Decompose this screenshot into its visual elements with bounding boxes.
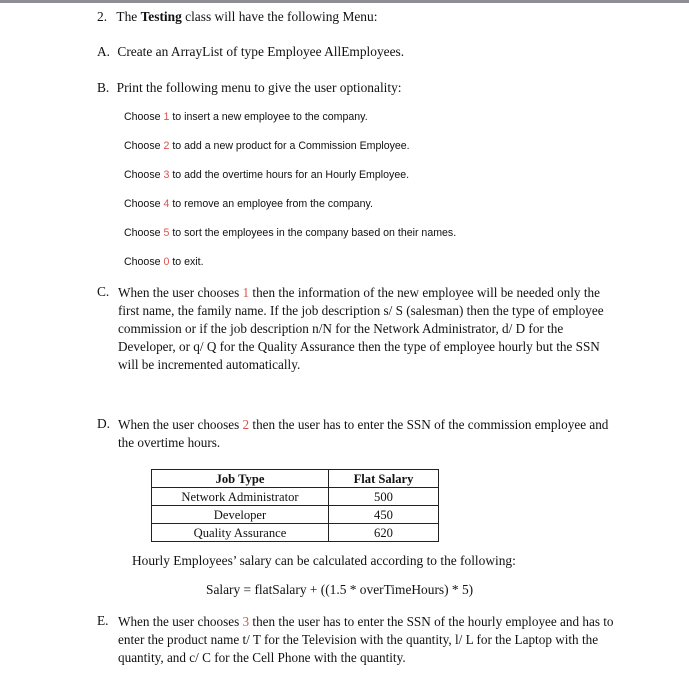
column-header-job-type: Job Type	[152, 470, 329, 488]
flat-salary-table	[151, 469, 439, 542]
menu-item	[124, 111, 368, 123]
item-e-paragraph	[118, 613, 614, 667]
menu-item-pre: Choose	[124, 227, 161, 239]
menu-item-text: to sort the employees in the company based on their names.	[172, 227, 457, 239]
item-b-letter: B.	[97, 80, 110, 95]
menu-item-number: 3	[163, 169, 170, 181]
menu-item-pre: Choose	[124, 169, 161, 181]
table-row	[152, 524, 439, 542]
menu-item	[124, 227, 456, 239]
flat-salary-cell: 500	[329, 488, 439, 506]
item-c-paragraph	[118, 284, 614, 374]
item-a-text: Create an ArrayList of type Employee AllEmployees.	[117, 44, 405, 59]
menu-item	[124, 169, 409, 181]
item-c-letter: C.	[97, 284, 110, 299]
menu-item-text: to remove an employee from the company.	[172, 198, 373, 210]
flat-salary-cell: 450	[329, 506, 439, 524]
item-c-text: then the information of the new employee will be needed only the first name, the family name. If the job description s/ S (salesman) then the type of employee commission or if the job description n/N for the Network Administrator, d/ D for the Developer, or q/ Q for the Quality Assurance then the type of employee hourly but the SSN will be incremented automatically.	[118, 285, 604, 372]
item-e-text: then the user has to enter the SSN of the hourly employee and has to enter the product name t/ T for the Television with the quantity, l/ L for the Laptop with the quantity, and c/ C for the Cell Phone with the quantity.	[118, 614, 614, 665]
menu-item-pre: Choose	[124, 198, 161, 210]
job-type-cell: Developer	[152, 506, 329, 524]
job-type-cell: Network Administrator	[152, 488, 329, 506]
menu-item-number: 1	[163, 111, 170, 123]
menu-item-number: 5	[163, 227, 170, 239]
item-a-letter: A.	[97, 44, 111, 59]
table-row	[152, 488, 439, 506]
question-number: 2.	[97, 9, 108, 24]
testing-class-name: Testing	[140, 9, 182, 24]
column-header-flat-salary: Flat Salary	[329, 470, 439, 488]
item-e-letter: E.	[97, 613, 109, 628]
question-heading	[97, 9, 377, 25]
item-e-number: 3	[242, 614, 250, 629]
menu-item-text: to add the overtime hours for an Hourly Employee.	[172, 169, 410, 181]
item-b-text: Print the following menu to give the user optionality:	[116, 80, 402, 95]
menu-item-number: 4	[163, 198, 170, 210]
table-header-row	[152, 470, 439, 488]
flat-salary-cell: 620	[329, 524, 439, 542]
menu-item-pre: Choose	[124, 140, 161, 152]
top-border	[0, 0, 689, 3]
menu-item-text: to add a new product for a Commission Employee.	[172, 140, 410, 152]
hourly-salary-note: Hourly Employees’ salary can be calculated according to the following:	[132, 553, 516, 568]
menu-item-pre: Choose	[124, 256, 161, 268]
menu-item-text: to exit.	[172, 256, 204, 268]
menu-item-pre: Choose	[124, 111, 161, 123]
menu-item-text: to insert a new employee to the company.	[172, 111, 368, 123]
table-row	[152, 506, 439, 524]
item-c-number: 1	[242, 285, 250, 300]
menu-item-number: 0	[163, 256, 170, 268]
item-b	[97, 80, 402, 96]
job-type-cell: Quality Assurance	[152, 524, 329, 542]
item-d-paragraph	[118, 416, 614, 452]
item-d-letter: D.	[97, 416, 111, 431]
menu-item	[124, 256, 204, 268]
menu-item-number: 2	[163, 140, 170, 152]
item-e-pre: When the user chooses	[118, 614, 240, 629]
item-d-number: 2	[242, 417, 250, 432]
heading-pre: The	[116, 9, 138, 24]
menu-item	[124, 198, 373, 210]
menu-item	[124, 140, 410, 152]
salary-formula: Salary = flatSalary + ((1.5 * overTimeHours) * 5)	[206, 582, 474, 597]
item-a	[97, 44, 404, 60]
item-d-text: then the user has to enter the SSN of the commission employee and the overtime hours.	[118, 417, 609, 450]
item-d-pre: When the user chooses	[118, 417, 240, 432]
item-c-pre: When the user chooses	[118, 285, 240, 300]
heading-post: class will have the following Menu:	[185, 9, 378, 24]
